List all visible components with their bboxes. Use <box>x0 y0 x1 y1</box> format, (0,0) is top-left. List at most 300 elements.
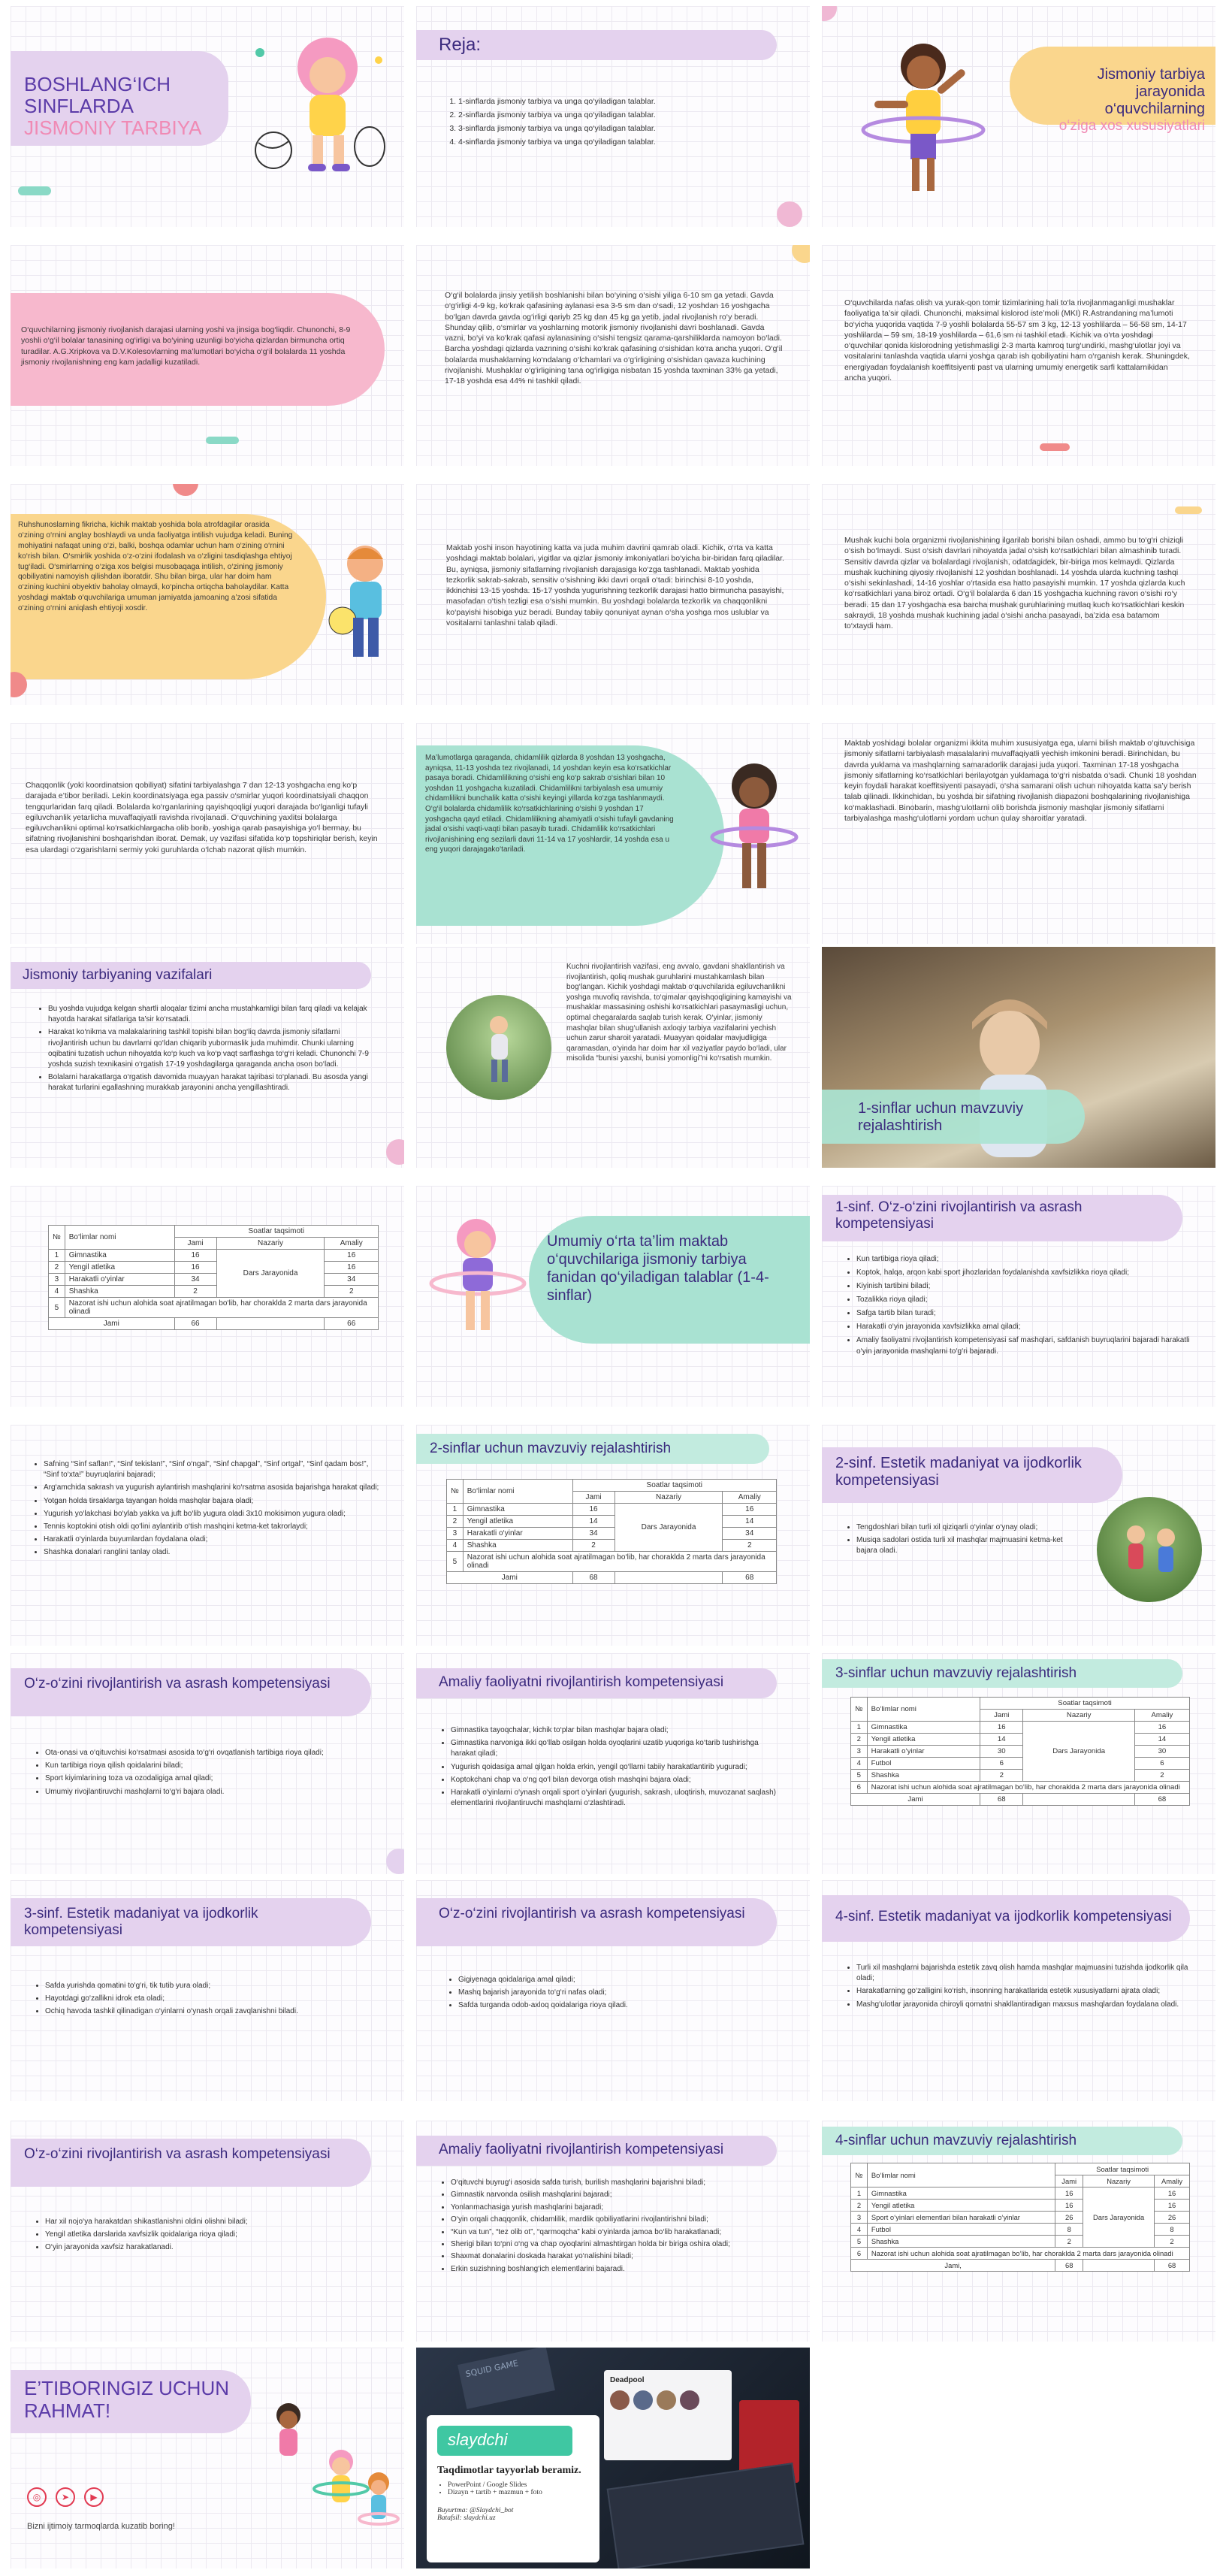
aesthetic-item: • Harakatlarning go‘zalligini ko‘rish, insonning harakatlarida estetik xususiyatlarni ajrata oladi; <box>856 1986 1190 1997</box>
wave-decor <box>206 437 239 444</box>
practical-list <box>439 1725 784 1811</box>
plan-grade1-title: 1-sinflar uchun mavzuviy rejalashtirish <box>822 1090 1085 1144</box>
table-header: Bo‘limlar nomi <box>463 1480 572 1504</box>
commands-item: • Shashka donalari ranglini tanlay oladi. <box>44 1547 385 1558</box>
girl-hoop-illustration <box>852 29 995 209</box>
slide-grade3-aesthetic[interactable] <box>11 1880 404 2101</box>
table-row <box>851 1746 1190 1758</box>
wave-decor <box>18 186 51 195</box>
slide-title[interactable] <box>11 6 404 227</box>
table-cell: 26 <box>1055 2212 1083 2224</box>
title-banner <box>11 51 228 146</box>
practical-item: • Gimnastika tayoqchalar, kichik to‘plar bilan mashqlar bajara oladi; <box>451 1725 784 1736</box>
table-cell: Futbol <box>867 1758 980 1770</box>
aesthetic-item: • Ochiq havoda tashkil qilinadigan o‘yinlarni o‘ynash orqali zavqlanishni biladi. <box>45 2006 349 2017</box>
plan-grade4-title: 4-sinflar uchun mavzuviy rejalashtirish <box>822 2127 1182 2155</box>
table-row <box>851 1722 1190 1734</box>
practical-item: • Gimnastika narvoniga ikki qo‘llab osilgan holda oyoqlarini uzatib yuqoriga ko‘tarib tushirishga harakat qiladi; <box>451 1738 784 1759</box>
school-age-text: Maktab yoshi inson hayotining katta va juda muhim davrini qamrab oladi. Kichik, o‘rta va katta yoshdagi maktab bolalari, yigitlar va qizlar jismoniy imkoniyatlari bo‘yicha bir-biridan farq qiladilar. Bu, ayniqsa, jismoniy sifatlarning rivojlanish darajasiga ko‘zga tashlanadi. Maktab yoshida tezkorlik sakrab-sakrab, sensitiv o‘sishning ikki davri orqali o‘tadi: birinchisi 8-10 yoshda, ikkinchisi 13-15 yoshda. 15-17 yoshda yugurishning tezkorlik darajasi hatto birmuncha pasayishi, masofadan o‘tish tezligi esa o‘sishi mumkin. Bu yoshdagi bolalarda tezkorlik va chaqqonlikni ko‘payishi hisobiga yuz beradi. Bunday tabiiy qonuniyat aynan o‘sha yoshga mos uslublar va vositalarni tanlashni talab qiladi. <box>446 543 784 627</box>
table-cell: Nazorat ishi uchun alohida soat ajratilmagan bo‘lib, har choraklda 2 marta dars jarayonida olinadi <box>65 1298 378 1318</box>
grade2-aesthetic-title: 2-sinf. Estetik madaniyat va ijodkorlik kompetensiyasi <box>822 1447 1122 1503</box>
table-cell: 16 <box>174 1250 216 1262</box>
table-cell: 4 <box>49 1286 65 1298</box>
grade2-aesthetic-list <box>844 1522 1085 1559</box>
circle-decor <box>386 1849 404 1874</box>
table-row <box>49 1250 379 1262</box>
table-cell: 6 <box>980 1758 1023 1770</box>
table-cell: 1 <box>851 2187 868 2200</box>
table-cell: Dars Jarayonida <box>1083 2187 1155 2248</box>
table-header: № <box>851 1698 868 1722</box>
table-cell: 16 <box>723 1504 777 1516</box>
tasks-list <box>36 1004 382 1096</box>
table-cell: Dars Jarayonida <box>1023 1722 1134 1782</box>
table-header: Jami <box>980 1710 1023 1722</box>
table-cell: Nazorat ishi uchun alohida soat ajratilmagan bo‘lib, har choraklda 2 marta dars jarayonida olinadi <box>463 1552 776 1572</box>
oxygen-text: O‘quvchilarda nafas olish va yurak-qon tomir tizimlarining hali to‘la rivojlanmaganligi mushaklar faoliyatiga ta’sir qiladi. Chunonchi, maksimal kislorod iste’moli (MKI) R.Astrandaning ma’lumoti bo‘yicha yuqorida vaqtida 7-9 yoshli bolalarda 55-57 sm 3 kg, 12-13 yoshlilarda – 56-58 sm, 14-17 yoshlilarda – 59 sm, 18-19 yoshlilarda – 61,6 sm ni tashkil etadi. Kichik va o‘rta yoshdagi o‘quvchilar qonida kislorodning yetishmasligi 2-3 marta kamroq turg‘undirki, mashg‘ulotlar joyi va vositalarini tanlashda vaqtida ularni yoshga qarab ish qobiliyatini ham o‘rganish kerak. Shuningdek, energiyadan foydalanish koeffitsiyenti past va ularning umumiy energetik sarfi kattalarnikidan ancha yuqori. <box>844 298 1190 382</box>
slide-self-development-2[interactable] <box>11 1653 404 1874</box>
table-cell: Shashka <box>463 1540 572 1552</box>
table-cell: 6 <box>851 1782 868 1794</box>
slide-grade1-competence[interactable] <box>822 1186 1215 1407</box>
aesthetic-item: • Turli xil mashqlarni bajarishda estetik zavq olish hamda mashqlar majmuasini tuzishda ijodkorlik qila oladi; <box>856 1963 1190 1984</box>
table-header: Soatlar taqsimoti <box>1055 2163 1190 2175</box>
competence-item: • Kiyinish tartibini biladi; <box>856 1280 1197 1292</box>
aesthetic-item: • Hayotdagi go‘zallikni idrok eta oladi; <box>45 1994 349 2004</box>
strength-text: Kuchni rivojlantirish vazifasi, eng avvalo, gavdani shakllantirish va rivojlantirish, qoliq mushak guruhlarini mustahkamlash bilan bog‘langan. Kichik yoshdagi maktab o‘quvchilarida egiluvchanlikni yoshga muvofiq ravishda, to‘qimalar qayishqoqligining kamayishi va mushaklar massasining oshishi ko‘rsatkichlari pasaymasligi uchun, optimal chegaralarda saqlab turish kerak. O‘yinlar, jismoniy mashqlar bilan shug‘ullanish axloqiy tarbiya vazifalarini yechish uchun zarur sharoit yaratadi. Muayyan qoidalar mavjudligiga qaramasdan, o‘yinda har doim har xil vaziyatlar paydo bo‘ladi, ular misolida “bunisi yaxshi, bunisi yomonligi”ni ko‘rsatish mumkin. <box>566 963 792 1063</box>
table-header: Amaliy <box>325 1238 379 1250</box>
table-cell: 2 <box>980 1770 1023 1782</box>
table-cell: Gimnastika <box>867 2187 1055 2200</box>
competence-item: • Harakatli o‘yin jarayonida xavfsizlikka amal qiladi; <box>856 1321 1197 1332</box>
competence-item: • Kun tartibiga rioya qiladi; <box>856 1253 1197 1265</box>
slide-oxygen[interactable] <box>822 245 1215 466</box>
features-title: Jismoniy tarbiya jarayonida o‘quvchilarning <box>1097 66 1205 117</box>
commands-item: • Tennis koptokini otish oldi qo‘lini aylantirib o‘tish mashqini ketma-ket takrorlaydi; <box>44 1522 385 1532</box>
table-cell: 68 <box>1134 1794 1189 1806</box>
aesthetic-item: • Mashg‘ulotlar jarayonida chiroyli qomatni shakllantiradigan maxsus mashqlardan foydalana oladi. <box>856 2000 1190 2010</box>
table-grade2 <box>446 1479 777 1584</box>
table-cell: Dars Jarayonida <box>216 1250 325 1298</box>
slide-commands[interactable] <box>11 1425 404 1646</box>
aesthetic-item: • Musiqa sadolari ostida turli xil mashqlar majmuasini ketma-ket bajara oladi. <box>856 1535 1085 1556</box>
self-development-item: • Ota-onasi va o‘qituvchisi ko‘rsatmasi asosida to‘g‘ri ovqatlanish tartibiga rioya qiladi; <box>45 1748 379 1758</box>
table-cell: 16 <box>572 1504 615 1516</box>
aesthetic-item: • Safda yurishda qomatini to‘g‘ri, tik tutib yura oladi; <box>45 1981 349 1991</box>
table-cell: 5 <box>851 2236 868 2248</box>
practical-item: • Erkin suzishning boshlang‘ich elementlarini bajaradi. <box>451 2264 784 2274</box>
practical-item: • Sherigi bilan to‘pni o‘ng va chap oyoqlarini almashtirgan holda bir biriga oshira oladi; <box>451 2239 784 2249</box>
table-header: Bo‘limlar nomi <box>867 2163 1055 2187</box>
table-cell: 68 <box>723 1572 777 1584</box>
table-cell: 2 <box>49 1262 65 1274</box>
circle-decor <box>386 1139 404 1165</box>
table-header: Amaliy <box>1155 2175 1190 2187</box>
table-cell: 6 <box>1134 1758 1189 1770</box>
advert-contact-site[interactable]: Batafsil: slaydchi.uz <box>437 2514 496 2522</box>
wave-decor <box>1175 506 1202 514</box>
aesthetic-item: • Tengdoshlari bilan turli xil qiziqarli o‘yinlar o‘ynay oladi; <box>856 1522 1085 1533</box>
table-cell: 30 <box>1134 1746 1189 1758</box>
table-cell: Gimnastika <box>463 1504 572 1516</box>
table-header: Soatlar taqsimoti <box>980 1698 1190 1710</box>
table-cell: 68 <box>572 1572 615 1584</box>
table-cell: 16 <box>325 1262 379 1274</box>
instagram-icon[interactable]: ◎ <box>27 2487 47 2507</box>
table-row <box>851 1794 1190 1806</box>
advert-list <box>448 2481 589 2496</box>
table-row <box>447 1528 777 1540</box>
slide-self-development-4[interactable] <box>11 2121 404 2342</box>
slide-thanks[interactable] <box>11 2348 404 2568</box>
table-cell: Jami <box>49 1318 175 1330</box>
table-cell: 16 <box>980 1722 1023 1734</box>
title-sub: JISMONIY TARBIYA <box>24 116 202 140</box>
self-development-3-list <box>446 1975 777 2014</box>
table-grade1 <box>48 1225 379 1330</box>
practical-item: • Koptokchani chap va o‘ng qo‘l bilan devorga otish mashqini bajara oladi; <box>451 1775 784 1785</box>
social-footer: Bizni ijtimoiy tarmoqlarda kuzatib boring! <box>27 2522 175 2531</box>
practical-4-title: Amaliy faoliyatni rivojlantirish kompetensiyasi <box>416 2136 777 2166</box>
table-cell: 16 <box>1055 2200 1083 2212</box>
commands-item: • Harakatli o‘yinlarda buyumlardan foydalana oladi; <box>44 1534 385 1545</box>
self-development-4-list <box>33 2217 379 2256</box>
self-development-item: • Sport kiyimlarining toza va ozodaligiga amal qiladi; <box>45 1773 379 1784</box>
table-row <box>851 1782 1190 1794</box>
tasks-item: • Harakat ko‘nikma va malakalarining tashkil topishi bilan bog‘liq davrda jismoniy sifatlarni rivojlantirish uchun bu davrlarni qo‘ldan chiqarib yubormaslik juda muhimdir. Chunki ularning oqibatini tuzatish uchun nihoyatda ko‘p kuch va ko‘p vaqt sarflashga to‘g‘ri keladi. Chunonchi 7-9 yoshda suzish texnikasini o‘rgatish 17-19 yoshdagilarga qaraganda ancha oson bo‘ladi. <box>48 1027 382 1070</box>
advert-item: • Dizayn + tartib + mazmun + foto <box>448 2489 589 2496</box>
practical-item: • Yonlanmachasiga yurish mashqlarini bajaradi; <box>451 2203 784 2212</box>
slide-strength[interactable] <box>416 947 810 1168</box>
practical-title: Amaliy faoliyatni rivojlantirish kompetensiyasi <box>416 1668 777 1698</box>
slide-practical-4[interactable] <box>416 2121 810 2342</box>
plan-item: 3. 3-sinflarda jismoniy tarbiya va unga qo‘yiladigan talablar. <box>458 123 777 135</box>
plan-item: 4. 4-sinflarda jismoniy tarbiya va unga qo‘yiladigan talablar. <box>458 137 777 148</box>
girl-hoop-illustration <box>709 753 807 918</box>
slide-advert[interactable] <box>416 2348 810 2568</box>
table-cell: Shashka <box>867 1770 980 1782</box>
kids-figures-icon <box>1097 1497 1202 1602</box>
table-cell: 5 <box>49 1298 65 1318</box>
slide-growth[interactable] <box>416 245 810 466</box>
table-cell: 66 <box>325 1318 379 1330</box>
table-cell: 2 <box>1134 1770 1189 1782</box>
table-cell: Sport o‘yinlari elementlari bilan harakatli o‘yinlar <box>867 2212 1055 2224</box>
practical-4-list <box>439 2178 784 2276</box>
self-development-item: • Gigiyenaga qoidalariga amal qiladi; <box>458 1975 777 1985</box>
table-row <box>49 1262 379 1274</box>
advert-card <box>427 2415 599 2562</box>
table-cell: Yengil atletika <box>65 1262 174 1274</box>
practical-item: • “Kun va tun”, “tez olib ot”, “qarmoqcha” kabi o‘yinlarda jamoa bo‘lib harakatlanadi; <box>451 2227 784 2237</box>
telegram-icon[interactable]: ➤ <box>56 2487 75 2507</box>
slide-table-grade2[interactable] <box>416 1425 810 1646</box>
table-cell: 2 <box>1155 2236 1190 2248</box>
table-header: Jami <box>572 1492 615 1504</box>
slide-table-grade4[interactable] <box>822 2121 1215 2342</box>
competence-item: • Safga tartib bilan turadi; <box>856 1308 1197 1319</box>
circle-decor <box>777 201 802 227</box>
table-cell: Yengil atletika <box>463 1516 572 1528</box>
development-text: O‘quvchilarning jismoniy rivojlanish darajasi ularning yoshi va jinsiga bog‘liqdir. Chunonchi, 8-9 yoshli o‘g‘il bolalar tanasining og‘irligi va bo‘yining uzunligi bo‘yicha qizlardan birmuncha ortiq turadilar. A.G.Xripkova va D.V.Kolesovlarning ma’lumotlari bo‘yicha o‘g‘il bolalarda 11 yoshda jismoniy rivojlanishning eng kam jadalligi kuzatiladi. <box>21 325 351 367</box>
self-development-item: • Yengil atletika darslarida xavfsizlik qoidalariga rioya qiladi; <box>45 2230 379 2240</box>
table-cell: 2 <box>1055 2236 1083 2248</box>
slide-endurance[interactable] <box>416 723 810 944</box>
table-cell: 14 <box>1134 1734 1189 1746</box>
grade4-aesthetic-title: 4-sinf. Estetik madaniyat va ijodkorlik kompetensiyasi <box>822 1895 1190 1942</box>
slide-school-age[interactable] <box>416 484 810 705</box>
table-row <box>447 1572 777 1584</box>
table-cell: 2 <box>723 1540 777 1552</box>
features-banner <box>1010 47 1215 134</box>
table-cell: 16 <box>1155 2200 1190 2212</box>
table-row <box>49 1274 379 1286</box>
competence-item: • Tozalikka rioya qiladi; <box>856 1294 1197 1305</box>
table-cell: Jami <box>447 1572 573 1584</box>
table-header: № <box>49 1226 65 1250</box>
tasks-item: • Bu yoshda vujudga kelgan shartli aloqalar tizimi ancha mustahkamligi bilan farq qiladi va kelajak hayotda harakat sifatlariga ta’sir ko‘rsatadi. <box>48 1004 382 1025</box>
self-development-title: O‘z-o‘zini rivojlantirish va asrash kompetensiyasi <box>11 1668 371 1716</box>
thanks-title: E’TIBORINGIZ UCHUN RAHMAT! <box>11 2370 251 2433</box>
plan-grade2-title: 2-sinflar uchun mavzuviy rejalashtirish <box>416 1434 769 1464</box>
table-grade3 <box>850 1697 1190 1806</box>
grade3-aesthetic-list <box>33 1981 349 2020</box>
table-cell: 4 <box>447 1540 464 1552</box>
deadpool-panel <box>604 2370 732 2460</box>
table-row <box>851 2260 1190 2272</box>
practical-item: • O‘yin orqali chaqqonlik, chidamlilik, mardlik qobiliyatlarini rivojlantirishni biladi; <box>451 2215 784 2224</box>
slide-muscle[interactable] <box>822 484 1215 705</box>
table-header: № <box>447 1480 464 1504</box>
table-header: Nazariy <box>1023 1710 1134 1722</box>
slide-practical-2[interactable] <box>416 1653 810 1874</box>
table-grade4 <box>850 2163 1190 2272</box>
slide-grade2-aesthetic[interactable] <box>822 1425 1215 1646</box>
practical-item: • Gimnastik narvonda osilish mashqlarini bajaradi; <box>451 2190 784 2200</box>
advert-contact-bot[interactable]: Buyurtma: @Slaydchi_bot <box>437 2507 514 2514</box>
table-row <box>851 2187 1190 2200</box>
practical-item: • Harakatli o‘yinlarni o‘ynash orqali sport o‘yinlari (yugurish, sakrash, uloqtirish, muvozanat saqlash) elementlarini rivojlantiruvchi mashqlarni o‘zlashtiradi. <box>451 1788 784 1809</box>
table-cell: 4 <box>851 2224 868 2236</box>
table-cell: 16 <box>1155 2187 1190 2200</box>
growth-text: O‘g‘il bolalarda jinsiy yetilish boshlanishi bilan bo‘yining o‘sishi yiliga 6-10 sm ga yetadi. Gavda o‘g‘irligi 4-9 kg, ko‘krak qafasining aylanasi esa 3-5 sm dan o‘sadi, 12 yoshdan 16 yoshgacha bo‘lgan davrda gavda og‘irligi qariyb 25 kg dan 45 kg ga yetib, jadal rivojlanish ro‘y beradi. Shunday qilib, o‘smirlar va yoshlarning motorik jismoniy rivojlanishi davri boshlanadi. Gavda vazni, bo‘yi va ko‘krak qafasi aylanasining o‘sishi tengsiz qarama-qarshiliklarda namoyon bo‘ladi. Barcha yoshdagi qizlarda vaznning o‘sishi ko‘krak qafasining o‘sishidan ko‘ra ancha yuqori. O‘g‘il bolalarda mushaklarning ko‘ndalang o‘lchamlari va o‘g‘irligining o‘sishidan qavaza kuchining rivojlanishi. Mushaklar o‘g‘irligining tana og‘irligiga nisbatan 15 yoshda taxminan 33% ga yetadi, 17-18 yoshda esa 44% ni tashkil qiladi. <box>445 291 783 386</box>
slide-plan-grade1[interactable] <box>822 947 1215 1168</box>
tasks-item: • Bolalarni harakatlarga o‘rgatish davomida muayyan harakat tajribasi to‘planadi. Bu asosda yangi harakat turlarini egallashning murakkab jarayonini ancha yengillashtiradi. <box>48 1072 382 1093</box>
table-cell: 68 <box>1055 2260 1083 2272</box>
table-cell: 34 <box>174 1274 216 1286</box>
title-main: BOSHLANG‘ICH SINFLARDA <box>24 73 171 118</box>
slide-requirements[interactable] <box>416 1186 810 1407</box>
table-cell: 16 <box>1134 1722 1189 1734</box>
table-cell: 6 <box>851 2248 868 2260</box>
table-cell: 16 <box>325 1250 379 1262</box>
plan-title: Reja: <box>416 30 777 60</box>
commands-item: • Yugurish yo‘lakchasi bo‘ylab yakka va juft bo‘lib yugura oladi 3x10 mokisimon yugura oladi; <box>44 1509 385 1519</box>
plan-item: 1. 1-sinflarda jismoniy tarbiya va unga qo‘yiladigan talablar. <box>458 96 777 107</box>
table-cell: 2 <box>174 1286 216 1298</box>
grade1-competence-list <box>844 1253 1197 1359</box>
social-icons <box>27 2487 113 2507</box>
table-cell: Dars Jarayonida <box>615 1504 723 1552</box>
slide-self-development-3[interactable] <box>416 1880 810 2101</box>
self-development-item: • Mashq bajarish jarayonida to‘g‘ri nafas oladi; <box>458 1988 777 1998</box>
kids-playing-photo <box>1097 1497 1202 1602</box>
table-header: Soatlar taqsimoti <box>572 1480 776 1492</box>
table-cell: 1 <box>49 1250 65 1262</box>
commands-item: • Safning “Sinf saflan!”, “Sinf tekislan!”, “Sinf o‘ngal”, “Sinf chapgal”, “Sinf ortgal”, “Sinf qadam bos!”, “Sinf to‘xta!” buyruqlarini bajaradi; <box>44 1459 385 1480</box>
features-subtitle: o‘ziga xos xususiyatlari <box>1058 118 1205 134</box>
youtube-icon[interactable]: ▶ <box>84 2487 104 2507</box>
slide-agility[interactable] <box>11 723 404 944</box>
table-cell: 34 <box>723 1528 777 1540</box>
slide-tasks[interactable] <box>11 947 404 1168</box>
table-row <box>447 1540 777 1552</box>
commands-item: • Yotgan holda tirsaklarga tayangan holda mashqlar bajara oladi; <box>44 1496 385 1507</box>
self-development-item: • O‘yin jarayonida xavfsiz harakatlanadi. <box>45 2242 379 2253</box>
self-development-item: • Har xil nojo‘ya harakatdan shikastlanishni oldini olishni biladi; <box>45 2217 379 2227</box>
self-development-item: • Kun tartibiga rioya qilish qoidalarini biladi; <box>45 1761 379 1771</box>
table-cell: 3 <box>447 1528 464 1540</box>
table-cell: 5 <box>851 1770 868 1782</box>
table-cell: Yengil atletika <box>867 2200 1055 2212</box>
table-row <box>49 1286 379 1298</box>
advert-headline: Taqdimotlar tayyorlab beramiz. <box>437 2465 581 2476</box>
table-cell: Gimnastika <box>867 1722 980 1734</box>
table-header: Nazariy <box>1083 2175 1155 2187</box>
slide-psychology[interactable] <box>11 484 404 705</box>
table-cell: 34 <box>572 1528 615 1540</box>
table-row <box>49 1298 379 1318</box>
table-cell: 68 <box>1155 2260 1190 2272</box>
grade3-aesthetic-title: 3-sinf. Estetik madaniyat va ijodkorlik kompetensiyasi <box>11 1898 371 1946</box>
plan-grade3-title: 3-sinflar uchun mavzuviy rejalashtirish <box>822 1659 1182 1688</box>
running-child-photo <box>446 995 551 1100</box>
agility-text: Chaqqonlik (yoki koordinatsion qobiliyat) sifatini tarbiyalashga 7 dan 12-13 yoshgacha eng ko‘p darajada e’tibor beriladi. Lekin koordinatsiyaga ega passiv o‘smirlar yuqori koordinatsiyali chaqqon tengqurlaridan farq qiladi. Bolalarda ko‘rganlarining qayishqoqligi yuqori darajada bo‘lganligi tufayli egiluvchanlik yetarlicha muvaffaqiyatli ravishda rivojlanadi. O‘quvchining yaxlitsi bolalarga egiluvchanlikni optimal ko‘rsatkichlargacha olib borib, yoshiga qarab pasayishiga yo‘l bermay, bu sifatning rivojlanishini boshqarishdan iborat. Demak, uy vazifasi sifatida ko‘p topshiriqlar berish, keyin esa ulardagi o‘zgarishlarni sermiy yoki guruhlarda o‘lchab nazorat qilish mumkin. <box>26 781 378 854</box>
deadpool-title: Deadpool <box>610 2376 645 2384</box>
table-cell: 2 <box>572 1540 615 1552</box>
slide-features-two[interactable] <box>822 723 1215 944</box>
slide-table-grade1[interactable] <box>11 1186 404 1407</box>
practical-item: • O‘qituvchi buyrug‘i asosida safda turish, burilish mashqlarini bajarishni biladi; <box>451 2178 784 2187</box>
circle-decor <box>792 245 810 263</box>
circle-decor <box>822 6 837 21</box>
brand-logo: slaydchi <box>437 2426 572 2456</box>
self-development-3-title: O‘z-o‘zini rivojlantirish va asrash kompetensiyasi <box>416 1898 777 1946</box>
table-cell: 16 <box>174 1262 216 1274</box>
slide-features[interactable] <box>822 6 1215 227</box>
table-cell: 2 <box>447 1516 464 1528</box>
table-cell: Nazorat ishi uchun alohida soat ajratilmagan bo‘lib, har choraklda 2 marta dars jarayonida olinadi <box>867 2248 1189 2260</box>
grade4-aesthetic-list <box>844 1963 1190 2012</box>
table-cell: 4 <box>851 1758 868 1770</box>
table-cell: 14 <box>572 1516 615 1528</box>
self-development-4-title: O‘z-o‘zini rivojlantirish va asrash kompetensiyasi <box>11 2139 371 2187</box>
table-cell: Yengil atletika <box>867 1734 980 1746</box>
slide-plan[interactable] <box>416 6 810 227</box>
squid-game-thumbnail: SQUID GAME <box>457 2348 555 2409</box>
table-cell: 68 <box>980 1794 1023 1806</box>
girl-playing-illustration <box>243 23 394 195</box>
table-cell: 5 <box>447 1552 464 1572</box>
slide-table-grade3[interactable] <box>822 1653 1215 1874</box>
table-header: Jami <box>1055 2175 1083 2187</box>
table-row <box>851 1758 1190 1770</box>
competence-item: • Amaliy faoliyatni rivojlantirish kompetensiyasi saf mashqlari, safdanish buyruqlarini bajaradi harakatli o‘yin jarayonida mashqlarni to‘g‘ri bajaradi. <box>856 1335 1197 1357</box>
table-cell: Jami <box>851 1794 980 1806</box>
psychology-text: Ruhshunoslarning fikricha, kichik maktab yoshida bola atrofdagilar orasida o‘zining o‘rnini anglay boshlaydi va unda faoliyatga intilish vujudga keladi. Buning mohiyatini nafaqat uning o‘zi, balki, boshqa odamlar uchun ham o‘zining o‘rnini ko‘rish bilan. O‘smirlik yoshida o‘z-o‘zini ifodalash va o‘zligini tasdiqlashga ehtiyoj tug‘iladi. O‘smirlarning o‘ziga xos belgisi musobaqaga intilish, o‘zining jismoniy qobiliyatini namoyish qilishdan iboratdir. Shu bilan birga, ular har doim ham o‘zining kuchini obyektiv baholay olmaydi, ko‘pincha ortiqcha baholaydilar. Katta yoshdagi maktab o‘quvchilariga umuman jamiyatda jamoaning a’zosi sifatida o‘zining o‘rnini aniqlash ehtiyoji xosdir. <box>18 521 293 612</box>
table-cell: 2 <box>851 1734 868 1746</box>
practical-item: • Yugurish qoidasiga amal qilgan holda erkin, yengil qo‘llarni tabiiy harakatlantirib yuguradi; <box>451 1762 784 1773</box>
endurance-text: Ma’lumotlarga qaraganda, chidamlilik qizlarda 8 yoshdan 13 yoshgacha, ayniqsa, 11-13 yoshda tez rivojlanadi, 14 yoshdan keyin esa ko‘rsatkichlar pasaya boradi. Chidamlilikning o‘sishi eng ko‘p sakrab o‘sishlari bilan 10 yoshdan 11 yoshgacha kuzatiladi. Chidamlilikni tarbiyalash esa umumiy chidamlilikni bunchalik katta o‘sishi keyingi yillarda ko‘zga tashlanmaydi. O‘g‘il bolalarda chidamlilik ko‘rsatkichlarining o‘sishi 9 yoshdan 17 yoshgacha qayd etiladi. Chidamlilikning ahamiyatli o‘sishi tufayli gavdaning jadal o‘sishi vaqti-vaqti bilan pasayib turadi. Chidamlilik ko‘rsatkichlari rivojlanishining eng sezilarli davri 11-14 va 17 yoshlardir, 14 yoshda esa u eng yuqori darajagako‘tariladi. <box>425 754 674 854</box>
table-cell: 34 <box>325 1274 379 1286</box>
girl-hoop-illustration <box>424 1208 536 1359</box>
grade1-competence-title: 1-sinf. O‘z-o‘zini rivojlantirish va asrash kompetensiyasi <box>822 1195 1182 1241</box>
table-row <box>851 1734 1190 1746</box>
slide-development[interactable] <box>11 245 404 466</box>
kids-hoops-illustration <box>258 2393 401 2543</box>
wave-decor <box>1040 443 1070 451</box>
features-two-text: Maktab yoshidagi bolalar organizmi ikkita muhim xususiyatga ega, ularni bilish maktab o‘qituvchisiga jismoniy sifatlarni tarbiyalash masalalarini muvaffaqiyatli yechish imkonini beradi. Birinchidan, bu davrda yuklama va mashqlarning samaradorlik darajasi juda yuqori. Taxminan 17-18 yoshgacha jismoniy sifatlarning ko‘rsatkichlari berilayotgan yuklamaga to‘g‘ri nisbatda o‘sadi. Chunki 18 yoshdan keyin foydali harakat koeffitsiyenti pasayadi, o‘sha samarani olish uchun nihoyatda katta sa’y berish talab qilinadi. Ikkinchidan, bu yoshda bir sifatning rivojlanish diapazoni boshqalarining rivojlanishiga ko‘maklashadi. Binobarin, mashg‘ulotlarni olib borishda jismoniy mashqlar jismoniy sifatlarni tarbiyalashga mashg‘ulotlarni yordam uchun qulay sharoitlar yaratadi. <box>844 739 1197 823</box>
table-header: № <box>851 2163 868 2187</box>
table-cell: 1 <box>447 1504 464 1516</box>
boy-ball-illustration <box>326 537 401 679</box>
table-row <box>447 1516 777 1528</box>
practical-item: • Shaxmat donalarini doskada harakat yo‘nalishini biladi; <box>451 2251 784 2261</box>
table-row <box>447 1552 777 1572</box>
table-cell: Shashka <box>867 2236 1055 2248</box>
table-row <box>851 1770 1190 1782</box>
table-cell: 30 <box>980 1746 1023 1758</box>
tasks-title: Jismoniy tarbiyaning vazifalari <box>11 962 371 989</box>
table-header: Amaliy <box>1134 1710 1189 1722</box>
table-cell: Jami, <box>851 2260 1055 2272</box>
table-cell: 14 <box>980 1734 1023 1746</box>
plan-list <box>446 96 777 150</box>
table-cell: 3 <box>851 1746 868 1758</box>
commands-item: • Arg‘amchida sakrash va yugurish aylantirish mashqlarini ko‘rsatma asosida bajarishga harakat qiladi; <box>44 1483 385 1493</box>
slide-grade4-aesthetic[interactable] <box>822 1880 1215 2101</box>
table-cell: 1 <box>851 1722 868 1734</box>
table-cell: 66 <box>174 1318 216 1330</box>
requirements-title: Umumiy o‘rta ta’lim maktab o‘quvchilariga jismoniy tarbiya fanidan qo‘yiladigan talablar (1-4-sinflar) <box>547 1233 769 1304</box>
table-cell: 8 <box>1055 2224 1083 2236</box>
table-cell: Shashka <box>65 1286 174 1298</box>
table-cell: 3 <box>851 2212 868 2224</box>
table-cell: 3 <box>49 1274 65 1286</box>
self-development-list <box>33 1748 379 1800</box>
table-cell: Harakatli o‘yinlar <box>463 1528 572 1540</box>
self-development-item: • Umumiy rivojlantiruvchi mashqlarni to‘g‘ri bajara oladi. <box>45 1787 379 1797</box>
table-header: Nazariy <box>615 1492 723 1504</box>
table-row <box>851 2248 1190 2260</box>
table-header: Amaliy <box>723 1492 777 1504</box>
circle-decor <box>173 484 198 496</box>
self-development-item: • Safda turganda odob-axloq qoidalariga rioya qiladi. <box>458 2000 777 2011</box>
advert-item: • PowerPoint / Google Slides <box>448 2481 589 2489</box>
table-header: Soatlar taqsimoti <box>174 1226 378 1238</box>
table-cell: Harakatli o‘yinlar <box>65 1274 174 1286</box>
table-header: Bo‘limlar nomi <box>65 1226 174 1250</box>
table-row <box>447 1504 777 1516</box>
competence-item: • Koptok, halqa, arqon kabi sport jihozlaridan foydalanishda xavfsizlikka rioya qiladi; <box>856 1267 1197 1278</box>
table-cell: Harakatli o‘yinlar <box>867 1746 980 1758</box>
muscle-text: Mushak kuchi bola organizmi rivojlanishining ilgarilab borishi bilan oshadi, ammo bu to‘g‘ri chiziqli o‘sish bo‘lmaydi. Sust o‘sish davrlari nihoyatda jadal o‘sish ko‘rsatkichlari bilan almashinib turadi. Sensitiv davrda qizlar va bolalardagi rivojlanish, odatdagidek, bir-biriga mos kelmaydi. Qizlarda mushak kuchining qiyosiy rivojlanishi 12 yoshdan boshlanadi. 14 yoshda ularda kuchning tashqi o‘sishi sekinlashadi, 14-16 yoshlar o‘rtasida esa hatto pasayishi mumkin. 17 yoshda qizlarda kuch ko‘rsatkichlari yana biroz ortadi. O‘g‘il bolalarda 6 dan 15 yoshgacha kuchning ravon o‘sishi ro‘y beradi. 15 dan 17 yoshgacha esa barcha mushak guruhlarining mutlaq kuch ko‘rsatkichlari keskin sakraydi, 18 yoshda mushak kuchining jadal o‘sishi ancha pasayadi, ba’zida esa batamom to‘xtaydi ham. <box>844 536 1185 631</box>
table-cell: 2 <box>325 1286 379 1298</box>
table-cell: Nazorat ishi uchun alohida soat ajratilmagan bo‘lib, har choraklda 2 marta dars jarayonida olinadi <box>867 1782 1189 1794</box>
table-cell: 14 <box>723 1516 777 1528</box>
commands-list <box>32 1459 385 1561</box>
table-cell: Gimnastika <box>65 1250 174 1262</box>
